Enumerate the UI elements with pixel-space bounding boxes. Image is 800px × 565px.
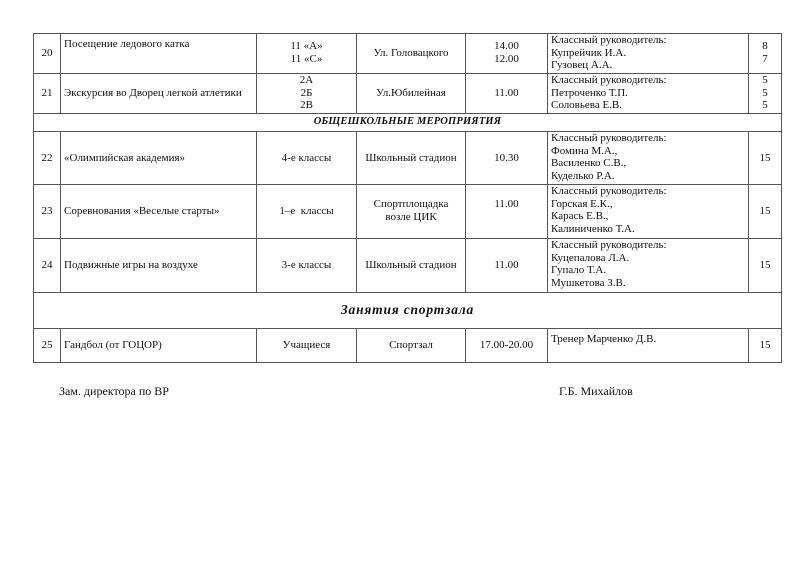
time: 14.00 12.00 — [466, 34, 548, 74]
schedule-table — [33, 33, 782, 363]
time: 11.00 — [466, 74, 548, 114]
table-row — [34, 185, 782, 239]
responsible: Классный руководитель: Купрейчик И.А. Гузовец А.А. — [548, 34, 749, 74]
row-number: 20 — [34, 34, 61, 74]
event-name: Подвижные игры на воздухе — [61, 239, 257, 293]
signature-name: Г.Б. Михайлов — [559, 384, 633, 398]
participant-count: 15 — [749, 239, 782, 293]
participant-count: 15 — [749, 329, 782, 363]
table-row — [34, 329, 782, 363]
time: 11.00 — [466, 239, 548, 293]
section-heading-gym-sessions: Занятия спортзала — [34, 293, 782, 329]
time: 11.00 — [466, 185, 548, 239]
event-name: Посещение ледового катка — [61, 34, 257, 74]
classes: 1–е классы — [257, 185, 357, 239]
section-row — [34, 293, 782, 329]
place: Ул. Головацкого — [357, 34, 466, 74]
responsible: Классный руководитель: Куцепалова Л.А. Гупало Т.А. Мушкетова З.В. — [548, 239, 749, 293]
participant-count: 8 7 — [749, 34, 782, 74]
event-name: Гандбол (от ГОЦОР) — [61, 329, 257, 363]
classes: 3-е классы — [257, 239, 357, 293]
table-row — [34, 239, 782, 293]
responsible: Классный руководитель: Фомина М.А., Василенко С.В., Куделько Р.А. — [548, 132, 749, 185]
participant-count: 5 5 5 — [749, 74, 782, 114]
table-row — [34, 132, 782, 185]
time: 17.00-20.00 — [466, 329, 548, 363]
classes: 11 «А» 11 «С» — [257, 34, 357, 74]
classes: 2А 2Б 2В — [257, 74, 357, 114]
row-number: 23 — [34, 185, 61, 239]
responsible: Классный руководитель: Петроченко Т.П. Соловьева Е.В. — [548, 74, 749, 114]
section-row — [34, 114, 782, 132]
row-number: 24 — [34, 239, 61, 293]
row-number: 22 — [34, 132, 61, 185]
time: 10.30 — [466, 132, 548, 185]
participant-count: 15 — [749, 185, 782, 239]
classes: 4-е классы — [257, 132, 357, 185]
table-row — [34, 34, 782, 74]
event-name: «Олимпийская академия» — [61, 132, 257, 185]
section-heading-school-events: ОБЩЕШКОЛЬНЫЕ МЕРОПРИЯТИЯ — [34, 114, 782, 132]
responsible: Тренер Марченко Д.В. — [548, 329, 749, 363]
responsible: Классный руководитель: Горская Е.К., Карась Е.В., Калиниченко Т.А. — [548, 185, 749, 239]
place: Спортплощадка возле ЦИК — [357, 185, 466, 239]
table-row — [34, 74, 782, 114]
place: Школьный стадион — [357, 239, 466, 293]
event-name: Соревнования «Веселые старты» — [61, 185, 257, 239]
signature-position: Зам. директора по ВР — [59, 384, 169, 398]
place: Ул.Юбилейная — [357, 74, 466, 114]
classes: Учащиеся — [257, 329, 357, 363]
place: Спортзал — [357, 329, 466, 363]
row-number: 21 — [34, 74, 61, 114]
place: Школьный стадион — [357, 132, 466, 185]
event-name: Экскурсия во Дворец легкой атлетики — [61, 74, 257, 114]
participant-count: 15 — [749, 132, 782, 185]
row-number: 25 — [34, 329, 61, 363]
